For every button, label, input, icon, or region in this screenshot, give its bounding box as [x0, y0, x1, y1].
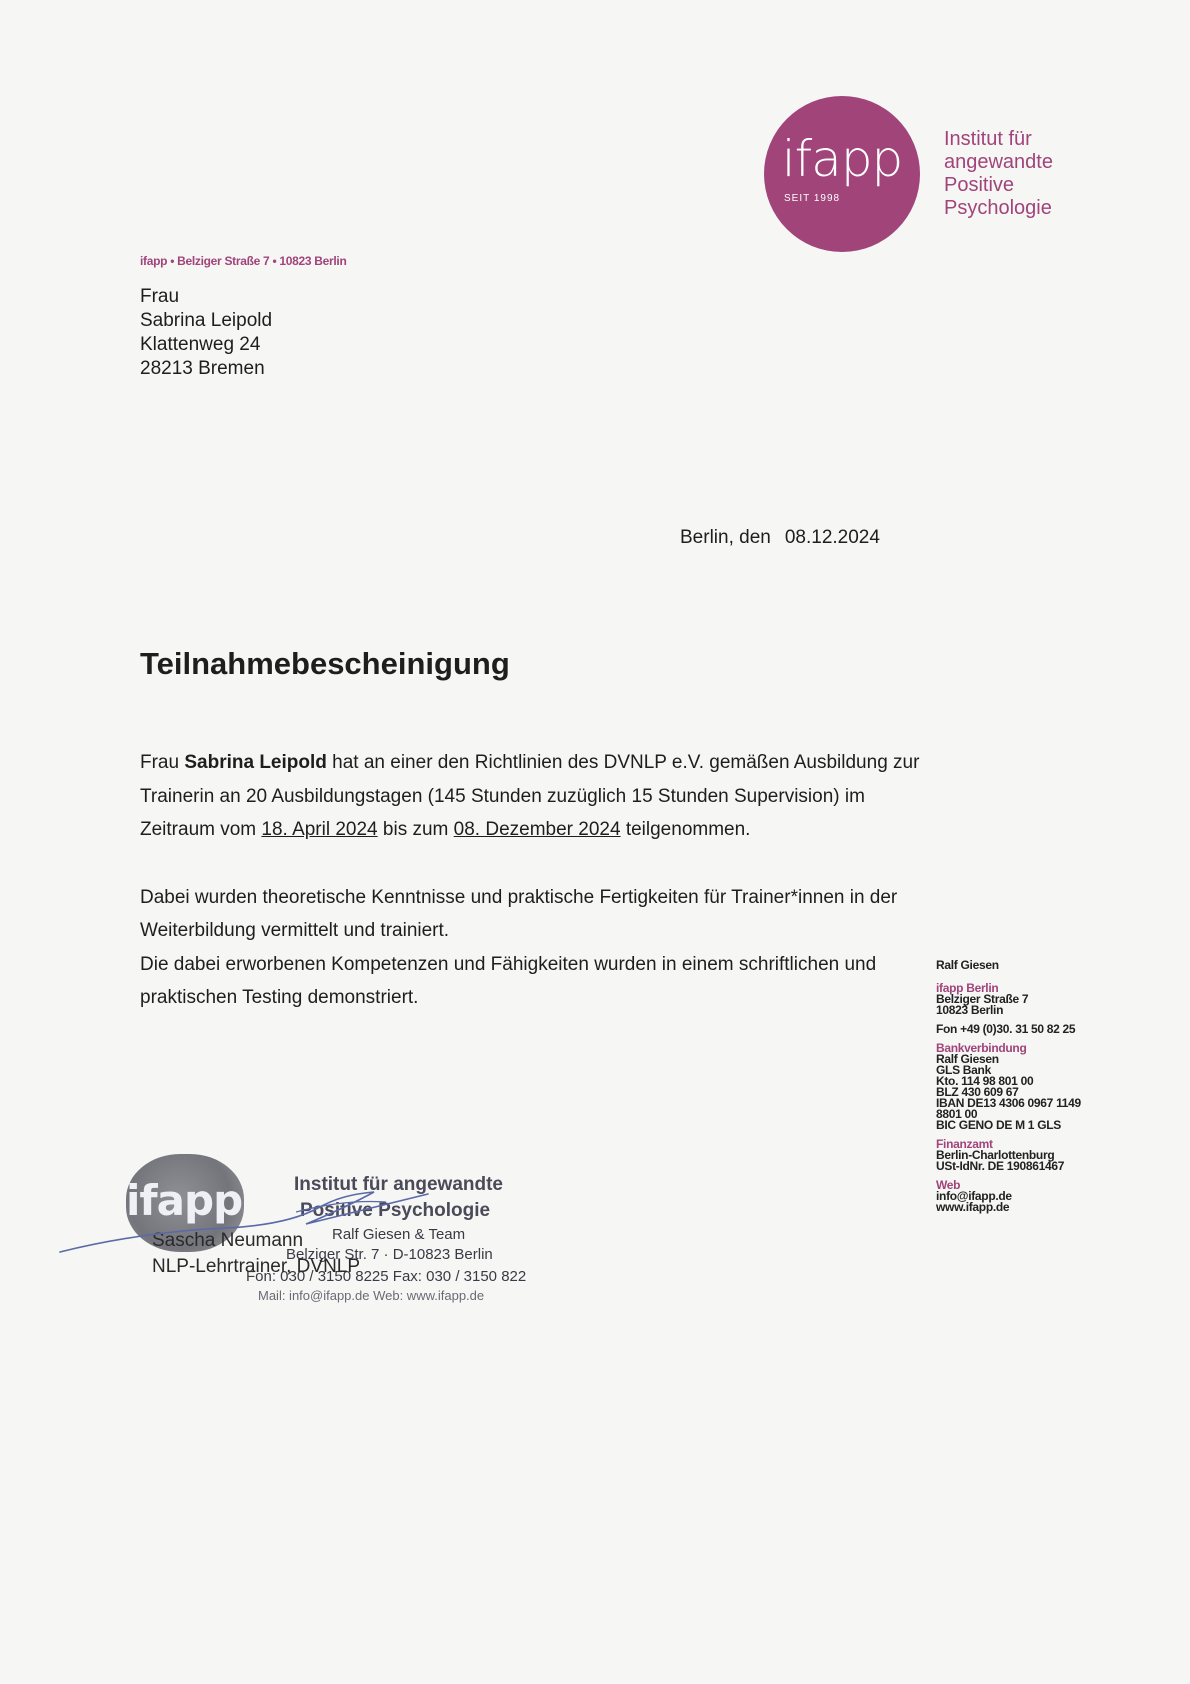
sidebar-bank-holder: Ralf Giesen [936, 1052, 999, 1066]
start-date: 18. April 2024 [261, 819, 378, 840]
body-paragraph-1 [140, 746, 920, 847]
document-title: Teilnahmebescheinigung [140, 646, 510, 681]
stamp-institute-line: Positive Psychologie [300, 1200, 491, 1221]
sidebar-office-street: Belziger Straße 7 [936, 992, 1029, 1006]
sidebar-email: info@ifapp.de [936, 1189, 1012, 1203]
sidebar-iban: IBAN DE13 4306 0967 1149 [936, 1096, 1081, 1110]
body-text-run: hat an einer den Richtlinien des DVNLP e.V. gemäßen Ausbildung zur Trainerin an 20 Ausbildungstagen (145 Stunden zuzüglich 15 Stunden Supervision) im Zeitraum vom [140, 752, 920, 840]
sender-return-address: ifapp • Belziger Straße 7 • 10823 Berlin [140, 254, 347, 268]
institute-line: angewandte [944, 151, 1053, 173]
stamp-institute-line: Institut für angewandte [294, 1174, 503, 1195]
body-text-run: teilgenommen. [620, 819, 751, 840]
sidebar-website: www.ifapp.de [936, 1200, 1010, 1214]
body-text-run: Dabei wurden theoretische Kenntnisse und praktische Fertigkeiten für Trainer*innen in der Weiterbildung vermittelt und trainiert. [140, 886, 898, 941]
sidebar-owner: Ralf Giesen [936, 958, 999, 972]
institute-name [944, 128, 1053, 220]
sidebar-bic: BIC GENO DE M 1 GLS [936, 1118, 1061, 1132]
stamp-logo: ifapp [126, 1176, 243, 1225]
recipient-name: Sabrina Leipold [140, 310, 273, 331]
body-text-run: Die dabei erworbenen Kompetenzen und Fähigkeiten wurden in einem schriftlichen und praktischen Testing demonstriert. [140, 953, 877, 1008]
date-value: 08.12.2024 [784, 527, 880, 548]
institute-line: Positive [944, 174, 1015, 196]
sidebar-blz: BLZ 430 609 67 [936, 1085, 1019, 1099]
recipient-street: Klattenweg 24 [140, 334, 261, 355]
sidebar-bank-name: GLS Bank [936, 1063, 991, 1077]
signer-name: Sascha Neumann [152, 1230, 304, 1251]
signer-role: NLP-Lehrtrainer, DVNLP [152, 1256, 361, 1277]
sidebar-contact-info [936, 960, 1136, 1213]
sidebar-phone: Fon +49 (0)30. 31 50 82 25 [936, 1022, 1076, 1036]
body-text-run: Frau [140, 752, 185, 773]
sidebar-bank-label: Bankverbindung [936, 1041, 1027, 1055]
handwritten-signature [56, 1168, 516, 1258]
date-line [680, 527, 880, 549]
logo-wordmark: ifapp [781, 130, 903, 188]
stamp-web: Mail: info@ifapp.de Web: www.ifapp.de [258, 1288, 485, 1303]
sidebar-tax-label: Finanzamt [936, 1137, 993, 1151]
body-text-run: bis zum [377, 819, 454, 840]
ifapp-logo [764, 96, 920, 252]
participant-name: Sabrina Leipold [184, 752, 327, 773]
certificate-body [140, 746, 920, 1015]
sidebar-web-label: Web [936, 1178, 961, 1192]
stamp-team: Ralf Giesen & Team [332, 1226, 466, 1243]
stamp-phone: Fon: 030 / 3150 8225 Fax: 030 / 3150 822 [246, 1268, 527, 1285]
body-paragraph-2 [140, 881, 920, 1015]
sidebar-vat: USt-IdNr. DE 190861467 [936, 1159, 1065, 1173]
sidebar-account: Kto. 114 98 801 00 [936, 1074, 1034, 1088]
institute-line: Institut für [944, 128, 1032, 150]
sidebar-office-label: ifapp Berlin [936, 981, 999, 995]
sidebar-iban-cont: 8801 00 [936, 1107, 978, 1121]
sidebar-office-city: 10823 Berlin [936, 1003, 1004, 1017]
stamp-address: Belziger Str. 7 · D-10823 Berlin [286, 1246, 493, 1263]
recipient-address [140, 285, 272, 381]
institute-line: Psychologie [944, 197, 1052, 219]
recipient-city: 28213 Bremen [140, 358, 265, 379]
end-date: 08. Dezember 2024 [453, 819, 621, 840]
recipient-salutation: Frau [140, 286, 180, 307]
date-prefix: Berlin, den [680, 527, 771, 548]
logo-since: SEIT 1998 [784, 193, 841, 204]
sidebar-tax-office: Berlin-Charlottenburg [936, 1148, 1055, 1162]
